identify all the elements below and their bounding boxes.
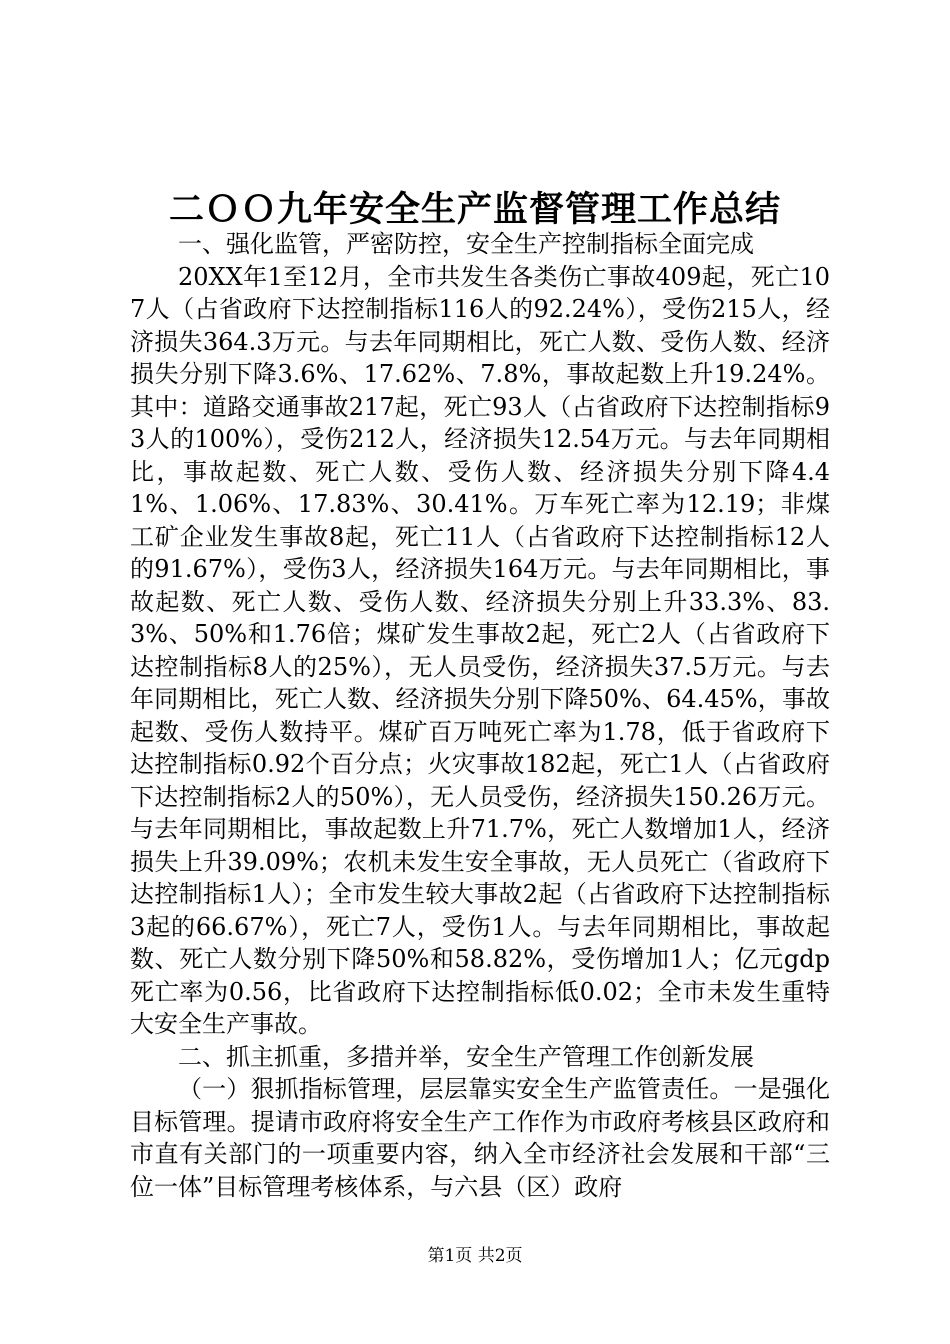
document-body <box>130 228 830 1203</box>
section-heading: 一、强化监管，严密防控，安全生产控制指标全面完成 <box>178 230 754 258</box>
body-paragraph: 20XX年1至12月，全市共发生各类伤亡事故409起，死亡107人（占省政府下达控制指标116人的92.24%），受伤215人，经济损失364.3万元。与去年同期相比，死亡人数、受伤人数、经济损失分别下降3.6%、17.62%、7.8%，事故起数上升19.24%。其中：道路交通事故217起，死亡93人（占省政府下达控制指标93人的100%），受伤212人，经济损失12.54万元。与去年同期相比，事故起数、死亡人数、受伤人数、经济损失分别下降4.41%、1.06%、17.83%、30.41%。万车死亡率为12.19；非煤工矿企业发生事故8起，死亡11人（占省政府下达控制指标12人的91.67%），受伤3人，经济损失164万元。与去年同期相比，事故起数、死亡人数、受伤人数、经济损失分别上升33.3%、83.3%、50%和1.76倍；煤矿发生事故2起，死亡2人（占省政府下达控制指标8人的25%），无人员受伤，经济损失37.5万元。与去年同期相比，死亡人数、经济损失分别下降50%、64.45%，事故起数、受伤人数持平。煤矿百万吨死亡率为1.78，低于省政府下达控制指标0.92个百分点；火灾事故182起，死亡1人（占省政府下达控制指标2人的50%），无人员受伤，经济损失150.26万元。与去年同期相比，事故起数上升71.7%，死亡人数增加1人，经济损失上升39.09%；农机未发生安全事故，无人员死亡（省政府下达控制指标1人）；全市发生较大事故2起（占省政府下达控制指标3起的66.67%），死亡7人，受伤1人。与去年同期相比，事故起数、死亡人数分别下降50%和58.82%，受伤增加1人；亿元gdp死亡率为0.56，比省政府下达控制指标低0.02；全市未发生重特大安全生产事故。 <box>130 262 830 1038</box>
page-footer: 第1页 共2页 <box>427 1246 523 1266</box>
document-title: 二ＯＯ九年安全生产监督管理工作总结 <box>168 189 781 230</box>
section-heading: 二、抓主抓重，多措并举，安全生产管理工作创新发展 <box>178 1042 754 1071</box>
body-paragraph: （一）狠抓指标管理，层层靠实安全生产监管责任。一是强化目标管理。提请市政府将安全生产工作作为市政府考核县区政府和市直有关部门的一项重要内容，纳入全市经济社会发展和干部“三位一体”目标管理考核体系，与六县（区）政府 <box>130 1075 830 1201</box>
